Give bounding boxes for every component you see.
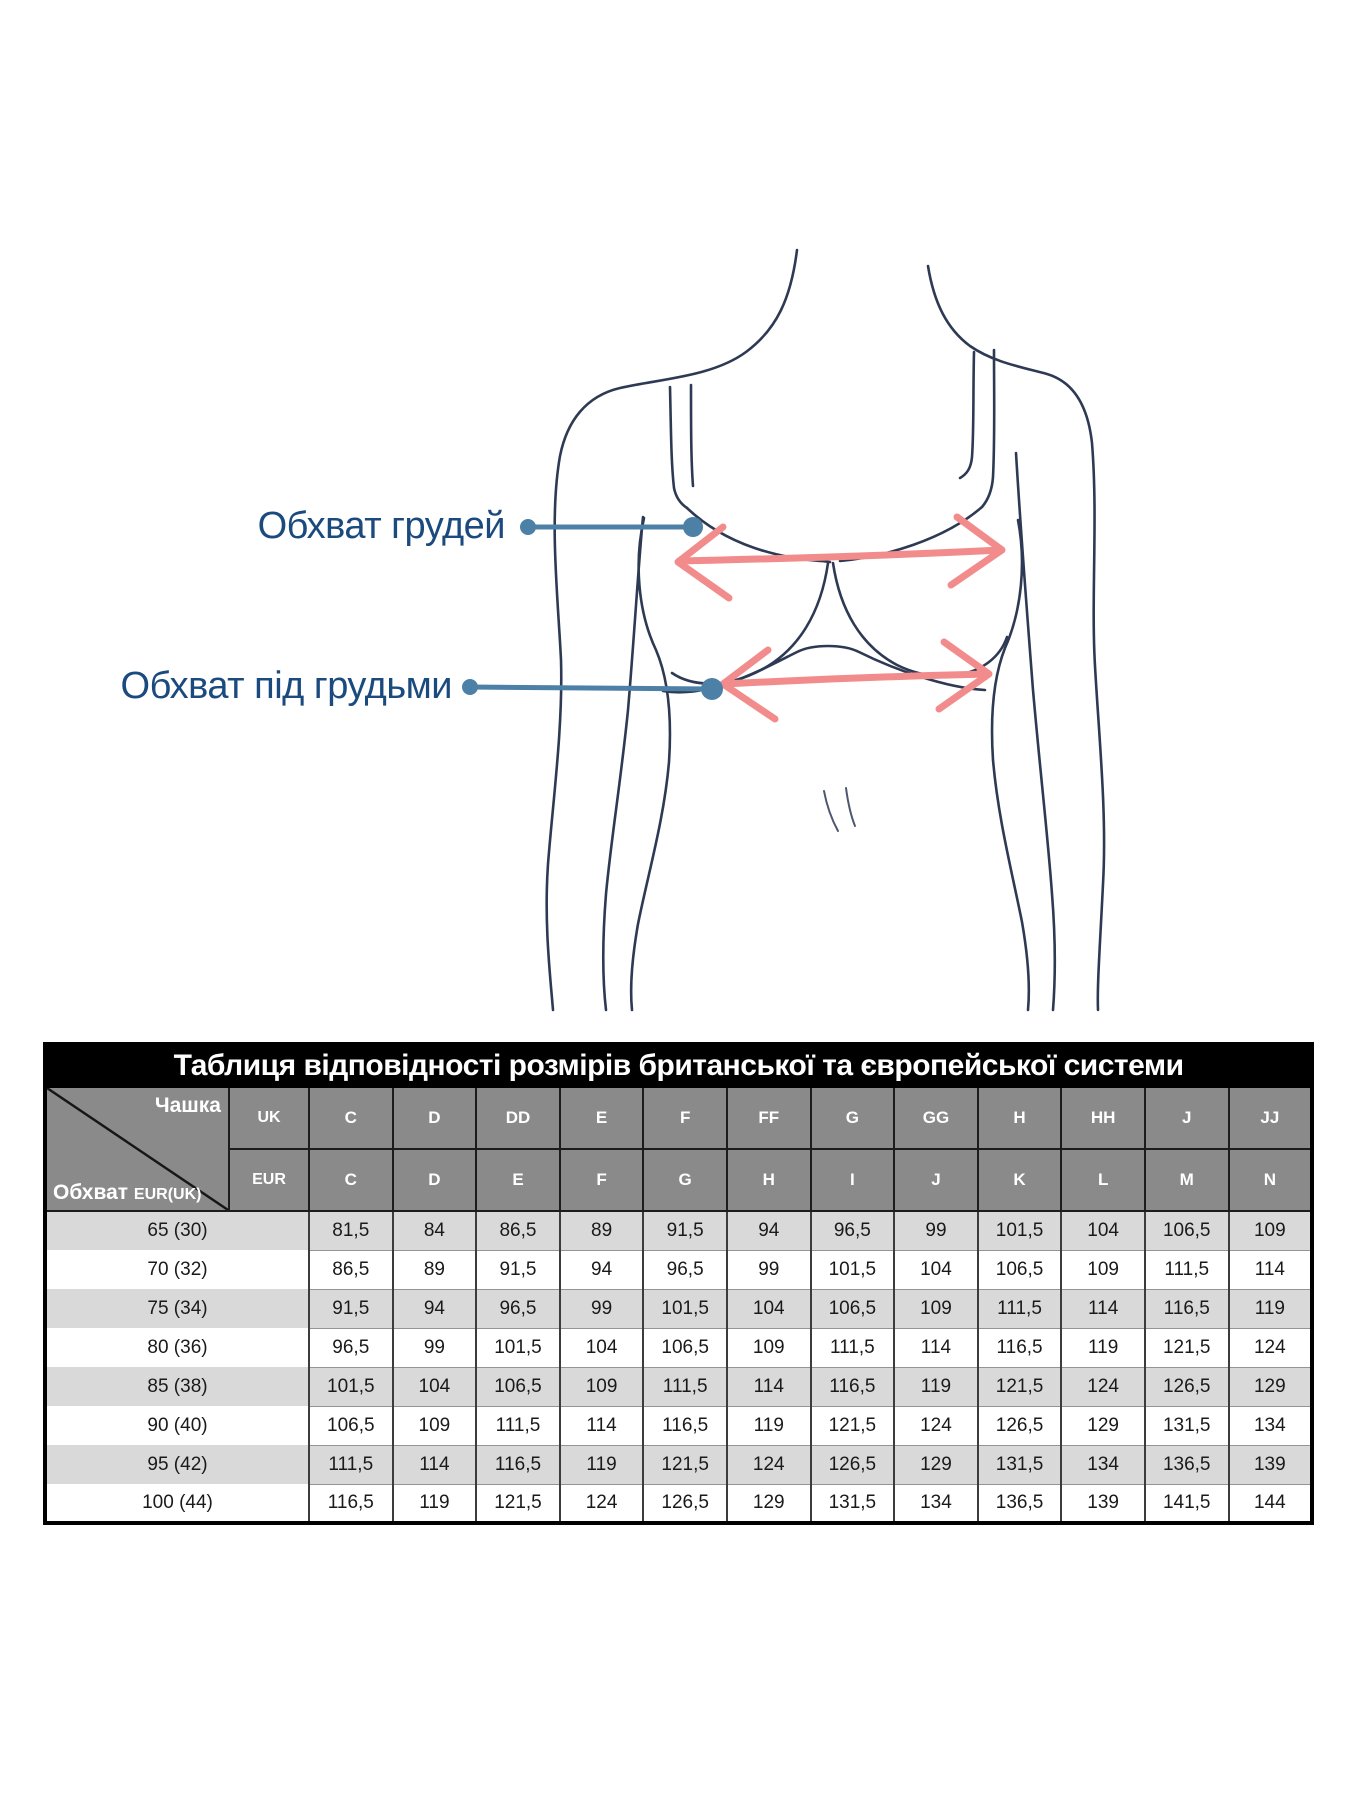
bust-measure-cell: 101,5: [309, 1367, 393, 1406]
bust-measure-cell: 84: [393, 1211, 477, 1250]
bust-label: Обхват грудей: [257, 505, 505, 547]
size-table-body: [45, 1211, 1312, 1523]
size-row: [45, 1250, 1312, 1289]
size-conversion-table: [43, 1042, 1314, 1525]
title-row: [45, 1044, 1312, 1087]
underbust-label: Обхват під грудьми: [120, 665, 452, 707]
bust-measure-cell: 116,5: [1145, 1289, 1229, 1328]
bust-measure-cell: 131,5: [811, 1484, 895, 1523]
girth-axis-label: Обхват EUR(UK): [53, 1181, 202, 1204]
bust-measure-cell: 139: [1061, 1484, 1145, 1523]
bust-measure-cell: 109: [894, 1289, 978, 1328]
bust-measure-cell: 116,5: [978, 1328, 1062, 1367]
bust-measure-cell: 129: [727, 1484, 811, 1523]
uk-cup-cell: E: [560, 1087, 644, 1149]
bust-measure-cell: 86,5: [309, 1250, 393, 1289]
bust-measure-cell: 109: [727, 1328, 811, 1367]
bust-measure-cell: 106,5: [309, 1406, 393, 1445]
eur-cup-cell: D: [393, 1149, 477, 1211]
bust-measure-cell: 129: [1229, 1367, 1313, 1406]
corner-cell: [45, 1087, 229, 1211]
eur-cup-cell: G: [643, 1149, 727, 1211]
table-title: Таблиця відповідності розмірів британської та європейської системи: [45, 1044, 1312, 1087]
bust-measure-cell: 99: [894, 1211, 978, 1250]
bust-measure-cell: 131,5: [978, 1445, 1062, 1484]
eur-cup-row: [45, 1149, 1312, 1211]
bust-measure-cell: 114: [1229, 1250, 1313, 1289]
band-size-cell: 75 (34): [45, 1289, 309, 1328]
bust-measure-cell: 81,5: [309, 1211, 393, 1250]
bust-measure-cell: 114: [727, 1367, 811, 1406]
bust-measure-cell: 119: [894, 1367, 978, 1406]
eur-cup-cell: J: [894, 1149, 978, 1211]
bust-measure-cell: 119: [1061, 1328, 1145, 1367]
band-size-cell: 80 (36): [45, 1328, 309, 1367]
size-row: [45, 1328, 1312, 1367]
uk-cup-cell: J: [1145, 1087, 1229, 1149]
bust-measure-cell: 106,5: [476, 1367, 560, 1406]
bust-measure-cell: 101,5: [643, 1289, 727, 1328]
bust-measure-cell: 134: [1061, 1445, 1145, 1484]
bust-measure-cell: 91,5: [643, 1211, 727, 1250]
bust-measure-cell: 111,5: [476, 1406, 560, 1445]
eur-cup-cell: L: [1061, 1149, 1145, 1211]
uk-system-label: UK: [229, 1087, 309, 1149]
bust-measure-cell: 91,5: [309, 1289, 393, 1328]
bust-measure-cell: 139: [1229, 1445, 1313, 1484]
bust-measure-cell: 111,5: [643, 1367, 727, 1406]
bust-measure-cell: 91,5: [476, 1250, 560, 1289]
bust-measure-cell: 126,5: [1145, 1367, 1229, 1406]
torso-outline: [547, 250, 1104, 1010]
size-row: [45, 1484, 1312, 1523]
bust-measure-cell: 106,5: [1145, 1211, 1229, 1250]
bust-measure-cell: 106,5: [978, 1250, 1062, 1289]
bust-measure-cell: 96,5: [309, 1328, 393, 1367]
bust-measure-cell: 116,5: [811, 1367, 895, 1406]
bust-measure-cell: 124: [1061, 1367, 1145, 1406]
bust-measure-cell: 99: [727, 1250, 811, 1289]
bust-measure-cell: 104: [894, 1250, 978, 1289]
cup-axis-label: Чашка: [154, 1094, 221, 1117]
bust-measure-cell: 121,5: [978, 1367, 1062, 1406]
bust-measure-cell: 119: [1229, 1289, 1313, 1328]
bust-measure-cell: 101,5: [978, 1211, 1062, 1250]
band-size-cell: 85 (38): [45, 1367, 309, 1406]
bust-measure-cell: 126,5: [643, 1484, 727, 1523]
size-row: [45, 1367, 1312, 1406]
underbust-measure-arrow: [723, 642, 989, 719]
bust-measure-cell: 94: [560, 1250, 644, 1289]
size-row: [45, 1289, 1312, 1328]
bust-measure-cell: 109: [1229, 1211, 1313, 1250]
bust-measure-cell: 134: [1229, 1406, 1313, 1445]
size-row: [45, 1211, 1312, 1250]
bust-measure-cell: 129: [894, 1445, 978, 1484]
bust-measure-cell: 106,5: [811, 1289, 895, 1328]
bust-measure-cell: 89: [560, 1211, 644, 1250]
uk-cup-cell: GG: [894, 1087, 978, 1149]
bust-measure-cell: 141,5: [1145, 1484, 1229, 1523]
eur-cup-cell: I: [811, 1149, 895, 1211]
bust-measure-cell: 126,5: [811, 1445, 895, 1484]
uk-cup-cell: FF: [727, 1087, 811, 1149]
bust-measure-cell: 121,5: [811, 1406, 895, 1445]
bust-measure-cell: 96,5: [643, 1250, 727, 1289]
band-size-cell: 95 (42): [45, 1445, 309, 1484]
bust-measure-cell: 129: [1061, 1406, 1145, 1445]
bust-measure-cell: 116,5: [643, 1406, 727, 1445]
uk-cup-row: [45, 1087, 1312, 1149]
bust-measure-arrow: [678, 517, 1002, 598]
band-size-cell: 70 (32): [45, 1250, 309, 1289]
uk-cup-cell: C: [309, 1087, 393, 1149]
bust-measure-cell: 89: [393, 1250, 477, 1289]
bust-measure-cell: 109: [1061, 1250, 1145, 1289]
band-size-cell: 100 (44): [45, 1484, 309, 1523]
bust-measure-cell: 114: [560, 1406, 644, 1445]
eur-cup-cell: M: [1145, 1149, 1229, 1211]
bust-measure-cell: 136,5: [1145, 1445, 1229, 1484]
bust-measure-cell: 119: [727, 1406, 811, 1445]
bust-measure-cell: 121,5: [1145, 1328, 1229, 1367]
bust-measure-cell: 116,5: [476, 1445, 560, 1484]
bust-measure-cell: 124: [727, 1445, 811, 1484]
eur-cup-cell: N: [1229, 1149, 1313, 1211]
bust-measure-cell: 114: [894, 1328, 978, 1367]
bust-measure-cell: 94: [727, 1211, 811, 1250]
bust-measure-cell: 114: [1061, 1289, 1145, 1328]
uk-cup-cell: HH: [1061, 1087, 1145, 1149]
bust-measure-cell: 134: [894, 1484, 978, 1523]
bust-measure-cell: 124: [1229, 1328, 1313, 1367]
underbust-label-connector: [462, 678, 723, 700]
bust-measure-cell: 99: [393, 1328, 477, 1367]
bust-measure-cell: 116,5: [309, 1484, 393, 1523]
bust-measure-cell: 106,5: [643, 1328, 727, 1367]
bust-measure-cell: 136,5: [978, 1484, 1062, 1523]
bust-measure-cell: 111,5: [1145, 1250, 1229, 1289]
bust-measure-cell: 111,5: [811, 1328, 895, 1367]
bust-measure-cell: 104: [727, 1289, 811, 1328]
bust-measure-cell: 124: [560, 1484, 644, 1523]
eur-cup-cell: K: [978, 1149, 1062, 1211]
bust-measure-cell: 109: [393, 1406, 477, 1445]
eur-system-label: EUR: [229, 1149, 309, 1211]
band-size-cell: 90 (40): [45, 1406, 309, 1445]
bust-measure-cell: 119: [393, 1484, 477, 1523]
uk-cup-cell: G: [811, 1087, 895, 1149]
bust-measure-cell: 131,5: [1145, 1406, 1229, 1445]
uk-cup-cell: JJ: [1229, 1087, 1313, 1149]
bust-measure-cell: 99: [560, 1289, 644, 1328]
bust-measure-cell: 104: [1061, 1211, 1145, 1250]
bra-outline: [663, 350, 1007, 692]
size-row: [45, 1445, 1312, 1484]
bust-measure-cell: 86,5: [476, 1211, 560, 1250]
bust-measure-cell: 111,5: [978, 1289, 1062, 1328]
bust-measure-cell: 101,5: [476, 1328, 560, 1367]
bust-measure-cell: 121,5: [643, 1445, 727, 1484]
bust-measure-cell: 114: [393, 1445, 477, 1484]
bust-measure-cell: 144: [1229, 1484, 1313, 1523]
uk-cup-cell: H: [978, 1087, 1062, 1149]
bust-measure-cell: 111,5: [309, 1445, 393, 1484]
bust-measure-cell: 124: [894, 1406, 978, 1445]
bust-measure-cell: 96,5: [476, 1289, 560, 1328]
uk-cup-cell: F: [643, 1087, 727, 1149]
bust-label-connector: [520, 517, 703, 537]
bust-measure-cell: 126,5: [978, 1406, 1062, 1445]
bust-measure-cell: 96,5: [811, 1211, 895, 1250]
bust-measure-cell: 121,5: [476, 1484, 560, 1523]
uk-cup-cell: DD: [476, 1087, 560, 1149]
eur-cup-cell: E: [476, 1149, 560, 1211]
bust-measure-cell: 119: [560, 1445, 644, 1484]
eur-cup-cell: F: [560, 1149, 644, 1211]
bust-measure-cell: 104: [560, 1328, 644, 1367]
uk-cup-cell: D: [393, 1087, 477, 1149]
eur-cup-cell: H: [727, 1149, 811, 1211]
band-size-cell: 65 (30): [45, 1211, 309, 1250]
bust-measure-cell: 109: [560, 1367, 644, 1406]
size-row: [45, 1406, 1312, 1445]
bust-measure-cell: 94: [393, 1289, 477, 1328]
bust-measure-cell: 104: [393, 1367, 477, 1406]
bust-measure-cell: 101,5: [811, 1250, 895, 1289]
eur-cup-cell: C: [309, 1149, 393, 1211]
